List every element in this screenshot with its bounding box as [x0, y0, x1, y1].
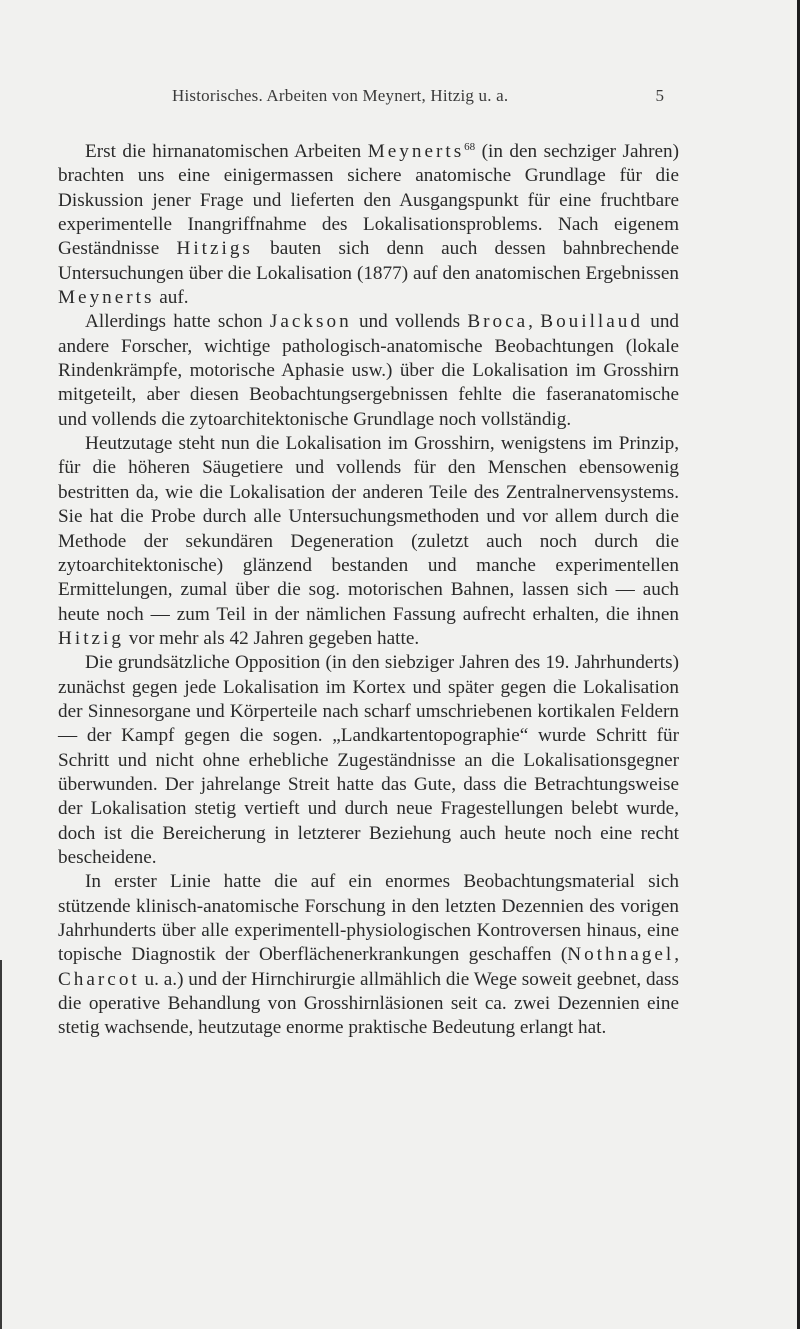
- spaced-name-jackson: Jackson: [269, 311, 352, 333]
- paragraph-4: [58, 651, 679, 870]
- text-run: Erst die hirnanatomischen Arbeiten: [85, 141, 368, 162]
- paragraph-3: [58, 432, 679, 651]
- text-run: Allerdings hatte schon: [85, 311, 270, 333]
- text-run: ,: [674, 944, 679, 966]
- text-run: und vollends: [351, 311, 468, 333]
- spaced-name-meynerts: Meynerts: [58, 287, 155, 309]
- text-run: (in den sechziger Jahren) brachten uns eine einigermassen sichere anatomische Grundlage für die Diskussion jener Frage und lieferten den Ausgangspunkt für eine fruchtbare experimentelle Inangriffnahme des Lokalisationsproblems. Nach eigenem Geständnisse: [58, 141, 679, 260]
- spaced-name-meynerts: Meynerts: [367, 141, 465, 162]
- running-header-title: Historisches. Arbeiten von Meynert, Hitzig u. a.: [172, 86, 509, 105]
- spaced-name-hitzig: Hitzig: [58, 627, 124, 649]
- paragraph-5: [58, 870, 679, 1040]
- page-number: 5: [655, 86, 664, 105]
- paragraph-2: [58, 310, 679, 432]
- paragraph-1: [58, 140, 679, 310]
- spaced-name-broca: Broca: [467, 311, 529, 333]
- spaced-name-charcot: Charcot: [58, 968, 140, 990]
- text-run: vor mehr als 42 Jahren gegeben hatte.: [123, 627, 420, 649]
- text-run: In erster Linie hatte die auf ein enormes Beobachtungsmaterial sich stützende klinisch-anatomische Forschung in den letzten Dezennien des vorigen Jahrhunderts über alle experimentell-physiologischen Kontroversen hinaus, eine topische Diagnostik der Oberflächenerkrankungen geschaffen (: [58, 871, 679, 966]
- page-edge-left: [0, 960, 2, 1329]
- body-text: [58, 140, 679, 1041]
- text-run: u. a.) und der Hirnchirurgie allmählich die Wege soweit geebnet, dass die operative Behandlung von Grosshirnläsionen seit ca. zwei Dezennien eine stetig wachsende, heutzutage enorme praktische Bedeutung erlangt hat.: [58, 968, 679, 1039]
- text-run: auf.: [154, 287, 189, 309]
- spaced-name-hitzigs: Hitzigs: [176, 238, 253, 260]
- spaced-name-nothnagel: Nothnagel: [567, 944, 675, 966]
- footnote-ref: 68: [464, 141, 476, 153]
- text-run: Heutzutage steht nun die Lokalisation im Grosshirn, wenigstens im Prinzip, für die höheren Säugetiere und vollends für den Menschen ebensowenig bestritten da, wie die Lokalisation der anderen Teile des Zentralnervensystems. Sie hat die Probe durch alle Untersuchungsmethoden und vor allem durch die Methode der sekundären Degeneration (zuletzt auch noch durch die zytoarchitektonische) glänzend bestanden und manche experimentellen Ermittelungen, zumal über die sog. motorischen Bahnen, lassen sich — auch heute noch — zum Teil in der nämlichen Fassung aufrecht erhalten, die ihnen: [58, 433, 679, 625]
- spaced-name-bouillaud: Bouillaud: [540, 311, 643, 333]
- text-run: und andere Forscher, wichtige pathologisch-anatomische Beobachtungen (lokale Rindenkrämpfe, motorische Aphasie usw.) über die Lokalisation im Grosshirn mitgeteilt, aber diesen Beobachtungsergebnissen fehlte die faseranatomische und vollends die zytoarchitektonische Grundlage noch vollständig.: [58, 311, 680, 430]
- text-run: ,: [528, 311, 541, 333]
- running-header: [172, 86, 664, 106]
- text-run: bauten sich denn auch dessen bahnbrechende Untersuchungen über die Lokalisation (1877) auf den anatomischen Ergebnissen: [58, 238, 680, 284]
- text-run: Die grundsätzliche Opposition (in den siebziger Jahren des 19. Jahrhunderts) zunächst gegen jede Lokalisation im Kortex und später gegen die Lokalisation der Sinnesorgane und Körperteile nach scharf umschriebenen kortikalen Feldern — der Kampf gegen die sogen. „Landkartentopographie“ wurde Schritt für Schritt und nicht ohne erhebliche Zugeständnisse an die Lokalisationsgegner überwunden. Der jahrelange Streit hatte das Gute, dass die Betrachtungsweise der Lokalisation stetig vertieft und durch neue Fragestellungen belebt wurde, doch ist die Bereicherung in letzterer Beziehung auch heute noch eine recht bescheidene.: [58, 652, 679, 868]
